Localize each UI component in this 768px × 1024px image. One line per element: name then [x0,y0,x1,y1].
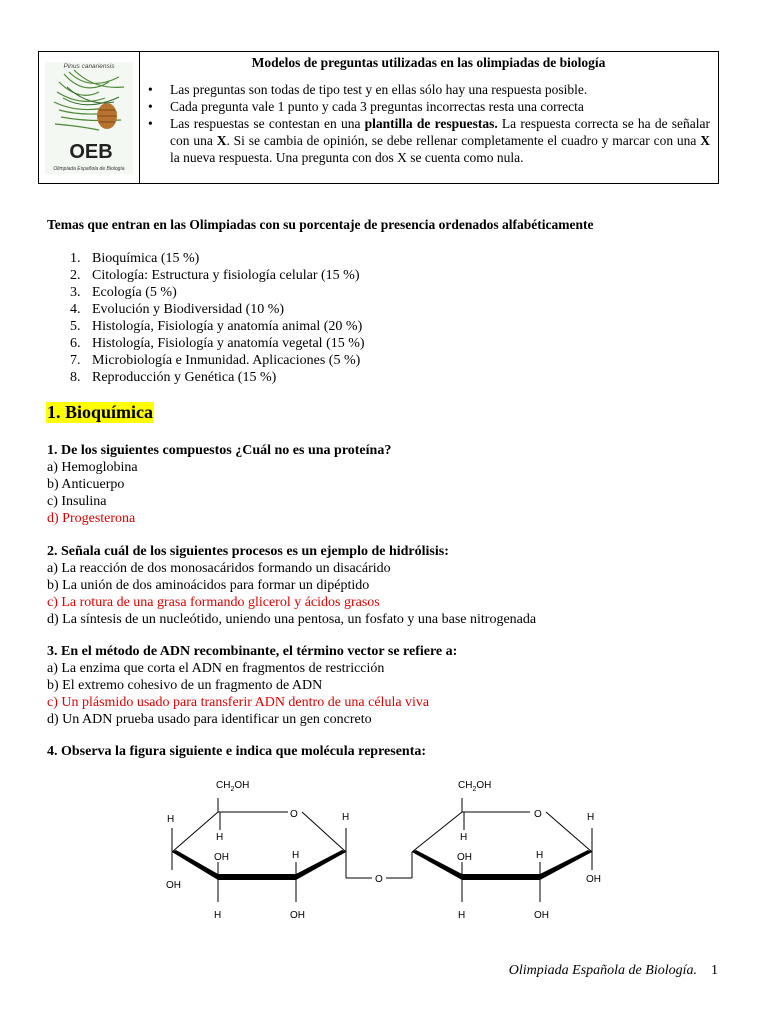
theme-num: 4. [70,302,81,317]
h-label: H [536,850,544,861]
theme-item [70,267,365,284]
oh-label: OH [457,852,472,863]
theme-text: Histología, Fisiología y anatomía vegetal (15 %) [92,336,365,351]
theme-text: Histología, Fisiología y anatomía animal (20 %) [92,319,363,334]
oh-label: OH [166,880,181,891]
bullet3-part-c: La respuesta correcta se ha de señalar con una [170,116,710,148]
theme-text: Evolución y Biodiversidad (10 %) [92,302,285,317]
theme-text: Citología: Estructura y fisiología celular (15 %) [92,268,360,283]
logo [39,52,140,183]
bullet3-part-f: X [700,133,711,148]
theme-num: 6. [70,336,81,351]
theme-item [70,335,365,352]
theme-num: 3. [70,285,81,300]
header-bullets [148,81,718,166]
h-label: H [342,812,350,823]
answer-option: a) La enzima que corta el ADN en fragmentos de restricción [47,661,385,676]
answer-option: d) Un ADN prueba usado para identificar un gen concreto [47,712,372,727]
ring-o-label: O [290,809,298,820]
question-title: 1. De los siguientes compuestos ¿Cuál no es una proteína? [47,443,392,458]
header-title: Modelos de preguntas utilizadas en las olimpiadas de biología [251,55,606,70]
answer-option: b) La unión de dos aminoácidos para formar un dipéptido [47,578,370,593]
theme-text: Microbiología e Inmunidad. Aplicaciones (5 %) [92,353,361,368]
theme-text: Bioquímica (15 %) [92,251,200,266]
section-title: 1. Bioquímica [47,402,154,422]
disaccharide-diagram [150,770,610,930]
bullet3-part-b: plantilla de respuestas. [364,116,498,131]
question-3 [47,643,457,728]
answer-option-correct: c) La rotura de una grasa formando glicerol y ácidos grasos [47,595,380,610]
page-number: 1 [711,963,718,978]
question-4 [47,743,426,760]
oh-label: OH [290,910,305,921]
bullet3-part-e: . Si se cambia de opinión, se debe rellenar completamente el cuadro y marcar con una [226,133,701,148]
theme-num: 5. [70,319,81,334]
question-1 [47,442,391,527]
answer-option-correct: c) Un plásmido usado para transferir ADN dentro de una célula viva [47,695,430,710]
ch2oh-label: $CH_2OH$ [216,780,250,793]
answer-option: d) La síntesis de un nucleótido, uniendo una pentosa, un fosfato y una base nitrogenada [47,612,537,627]
h-label: H [458,910,466,921]
oh-label: OH [214,852,229,863]
footer-text: Olimpiada Española de Biología. [508,963,697,978]
bullet3-part-d: X [216,133,227,148]
answer-option: c) Insulina [47,494,107,509]
glycosidic-o-label: O [375,874,383,885]
answer-option-correct: d) Progesterona [47,511,136,526]
bullet3-part-a: Las respuestas se contestan en una [170,116,365,131]
h-label: H [214,910,222,921]
answer-option: a) La reacción de dos monosacáridos formando un disacárido [47,561,391,576]
ch2oh-label: $CH_2OH$ [458,780,492,793]
question-title: 4. Observa la figura siguiente e indica que molécula representa: [47,744,427,759]
theme-num: 2. [70,268,81,283]
theme-num: 7. [70,353,81,368]
question-2 [47,543,536,628]
question-title: 2. Señala cuál de los siguientes procesos es un ejemplo de hidrólisis: [47,544,449,559]
bullet3-part-g: la nueva respuesta. Una pregunta con dos X se cuenta como nula. [170,150,524,165]
theme-num: 8. [70,370,81,385]
logo-text-top: Pinus canariensis [63,63,115,70]
answer-option: a) Hemoglobina [47,460,138,475]
answer-option: b) Anticuerpo [47,477,125,492]
footer [509,963,718,979]
themes-list [70,250,365,386]
theme-item [70,352,365,369]
theme-item [70,250,365,267]
h-label: H [460,832,468,843]
h-label: H [167,814,175,825]
logo-text-main: OEB [69,141,113,163]
answer-option: b) El extremo cohesivo de un fragmento de ADN [47,678,323,693]
theme-item [70,369,365,386]
logo-text-bottom: Olimpiada Española de Biología [53,166,125,172]
question-title: 3. En el método de ADN recombinante, el término vector se refiere a: [47,644,458,659]
oh-label: OH [534,910,549,921]
theme-num: 1. [70,251,81,266]
themes-title: Temas que entran en las Olimpiadas con su porcentaje de presencia ordenados alfabéticamente [47,217,594,232]
header-bullet-3 [148,115,718,166]
header-bullet-1: • Las preguntas son todas de tipo test y en ellas sólo hay una respuesta posible. [148,81,718,98]
theme-text: Reproducción y Genética (15 %) [92,370,277,385]
ring-o-label: O [534,809,542,820]
header-bullet-2: • Cada pregunta vale 1 punto y cada 3 preguntas incorrectas resta una correcta [148,98,718,115]
oeb-logo-image [39,52,139,183]
header-text [139,52,718,183]
h-label: H [587,812,595,823]
h-label: H [216,832,224,843]
h-label: H [292,850,300,861]
header-box [38,51,719,184]
theme-text: Ecología (5 %) [92,285,177,300]
theme-item [70,284,365,301]
oh-label: OH [586,874,601,885]
theme-item [70,318,365,335]
theme-item [70,301,365,318]
